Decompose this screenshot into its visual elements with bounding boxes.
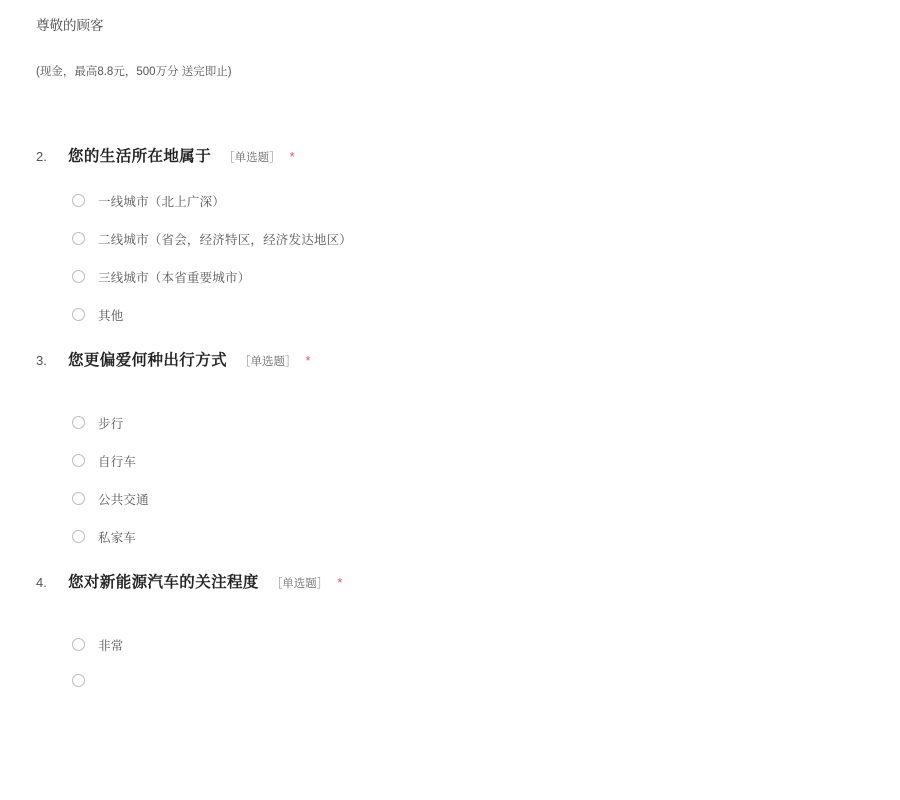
radio-icon[interactable] [72,638,85,651]
question-type-label: ［单选题］ [239,355,297,368]
radio-icon[interactable] [72,232,85,245]
option-item[interactable] [72,268,900,286]
question-header [36,144,900,166]
radio-icon[interactable] [72,674,85,687]
option-label: 一线城市（北上广深） [98,194,226,209]
question-block [0,348,900,546]
option-item[interactable] [72,636,900,654]
option-item[interactable] [72,452,900,470]
question-index: 2. [36,148,47,164]
option-item[interactable] [72,490,900,508]
question-index: 4. [36,574,47,590]
question-block [0,570,900,687]
option-label: 非常 [98,638,124,653]
option-label: 其他 [98,308,124,323]
question-block [0,144,900,324]
required-marker: * [305,352,311,368]
option-item[interactable] [72,230,900,248]
intro-note: (现金，最高8.8元，500万分 送完即止) [36,66,232,79]
option-list [36,192,900,324]
option-item[interactable] [72,528,900,546]
question-header [36,570,900,592]
radio-icon[interactable] [72,194,85,207]
radio-icon[interactable] [72,492,85,505]
question-type-label: ［单选题］ [223,151,281,164]
question-header [36,348,900,370]
question-title: 您对新能源汽车的关注程度 [68,573,259,591]
required-marker: * [289,148,295,164]
option-label: 自行车 [98,454,137,469]
option-label: 步行 [98,416,124,431]
question-index: 3. [36,352,47,368]
question-title: 您的生活所在地属于 [68,147,212,165]
option-label: 私家车 [98,530,137,545]
survey-intro [0,0,900,82]
question-title: 您更偏爱何种出行方式 [68,351,228,369]
option-item[interactable] [72,414,900,432]
radio-icon[interactable] [72,308,85,321]
radio-icon[interactable] [72,454,85,467]
option-list [36,414,900,546]
intro-greeting: 尊敬的顾客 [36,18,104,33]
option-item[interactable] [72,674,900,687]
option-list [36,636,900,687]
required-marker: * [337,574,343,590]
option-label: 二线城市（省会，经济特区，经济发达地区） [98,232,353,247]
radio-icon[interactable] [72,530,85,543]
question-type-label: ［单选题］ [270,577,329,590]
radio-icon[interactable] [72,270,85,283]
option-item[interactable] [72,306,900,324]
option-label: 公共交通 [98,492,149,507]
option-label: 三线城市（本省重要城市） [98,270,251,285]
radio-icon[interactable] [72,416,85,429]
option-item[interactable] [72,192,900,210]
